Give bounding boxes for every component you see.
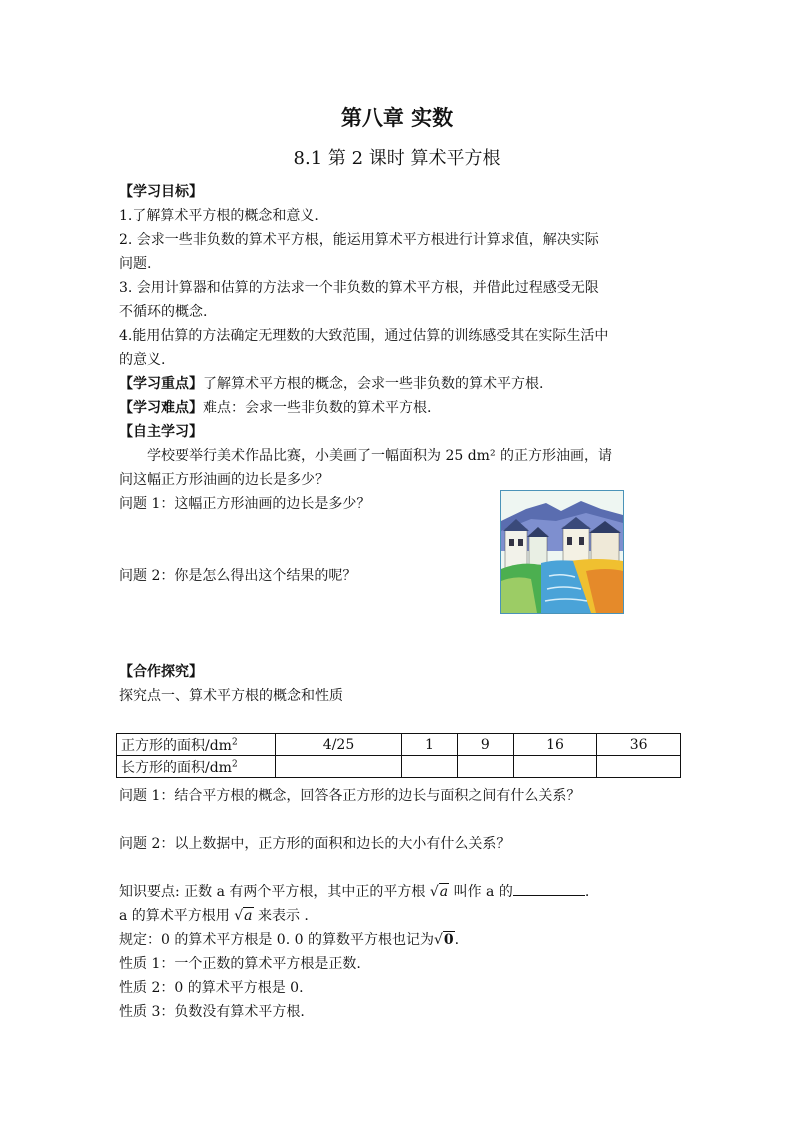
oil-painting-image: [500, 490, 624, 614]
table-cell: 36: [597, 734, 681, 756]
property-3: 性质 3：负数没有算术平方根.: [119, 1004, 305, 1020]
table-cell: [276, 756, 402, 778]
sqrt-a: √a: [234, 908, 253, 924]
objective-line: 1.了解算术平方根的概念和意义.: [119, 208, 319, 224]
table-cell: [597, 756, 681, 778]
knowledge-line-2: a 的算术平方根用 √a 来表示 .: [119, 904, 309, 928]
table-row: [117, 734, 681, 756]
sqrt-zero: √0: [433, 932, 454, 948]
answer-blank[interactable]: [513, 881, 585, 896]
selfstudy-question-2: 问题 2：你是怎么得出这个结果的呢？: [119, 568, 357, 584]
selfstudy-question-1: 问题 1：这幅正方形油画的边长是多少？: [119, 496, 371, 512]
table-cell: 1: [402, 734, 458, 756]
objective-line: 不循环的概念.: [119, 304, 208, 320]
difficulty-line: [119, 396, 431, 420]
lesson-title: 8.1 第 2 课时 算术平方根: [293, 148, 501, 169]
table-cell: 16: [513, 734, 597, 756]
objectives-header: 【学习目标】: [119, 184, 203, 200]
table-row-header: 正方形的面积$/dm^2$: [117, 734, 276, 756]
coop-question-2: 问题 2：以上数据中，正方形的面积和边长的大小有什么关系？: [119, 836, 511, 852]
property-2: 性质 2：0 的算术平方根是 0.: [119, 980, 304, 996]
table-cell: 9: [457, 734, 513, 756]
area-table: [116, 733, 681, 778]
coop-topic: 探究点一、算术平方根的概念和性质: [119, 688, 343, 704]
table-cell: [457, 756, 513, 778]
difficulty-header: 【学习难点】: [119, 400, 203, 416]
coop-header: 【合作探究】: [119, 664, 203, 680]
coop-question-1: 问题 1：结合平方根的概念，回答各正方形的边长与面积之间有什么关系？: [119, 788, 581, 804]
keypoint-text: 了解算术平方根的概念，会求一些非负数的算术平方根.: [203, 376, 544, 392]
chapter-title: 第八章 实数: [340, 105, 454, 130]
sqrt-a: √a: [429, 884, 449, 900]
objective-line: 2. 会求一些非负数的算术平方根，能运用算术平方根进行计算求值，解决实际: [119, 232, 599, 248]
rule-line: 规定：0 的算术平方根是 0. 0 的算数平方根也记为√0.: [119, 928, 459, 952]
table-row-header: 长方形的面积$/dm^2$: [117, 756, 276, 778]
objective-line: 问题.: [119, 256, 152, 272]
table-cell: 4/25: [276, 734, 402, 756]
keypoint-line: [119, 372, 543, 396]
table-cell: [513, 756, 597, 778]
difficulty-text: 难点：会求一些非负数的算术平方根.: [203, 400, 432, 416]
knowledge-line-1: 知识要点: 正数 a 有两个平方根，其中正的平方根 √a 叫作 a 的 .: [119, 880, 589, 904]
table-cell: [402, 756, 458, 778]
keypoint-header: 【学习重点】: [119, 376, 203, 392]
selfstudy-paragraph: 问这幅正方形油画的边长是多少？: [119, 472, 329, 488]
property-1: 性质 1：一个正数的算术平方根是正数.: [119, 956, 361, 972]
selfstudy-paragraph: 学校要举行美术作品比赛，小美画了一幅面积为 25 dm² 的正方形油画，请: [147, 448, 613, 464]
selfstudy-header: 【自主学习】: [119, 424, 203, 440]
objective-line: 的意义.: [119, 352, 166, 368]
objective-line: 3. 会用计算器和估算的方法求一个非负数的算术平方根，并借此过程感受无限: [119, 280, 599, 296]
objective-line: 4.能用估算的方法确定无理数的大致范围，通过估算的训练感受其在实际生活中: [119, 328, 609, 344]
table-row: [117, 756, 681, 778]
